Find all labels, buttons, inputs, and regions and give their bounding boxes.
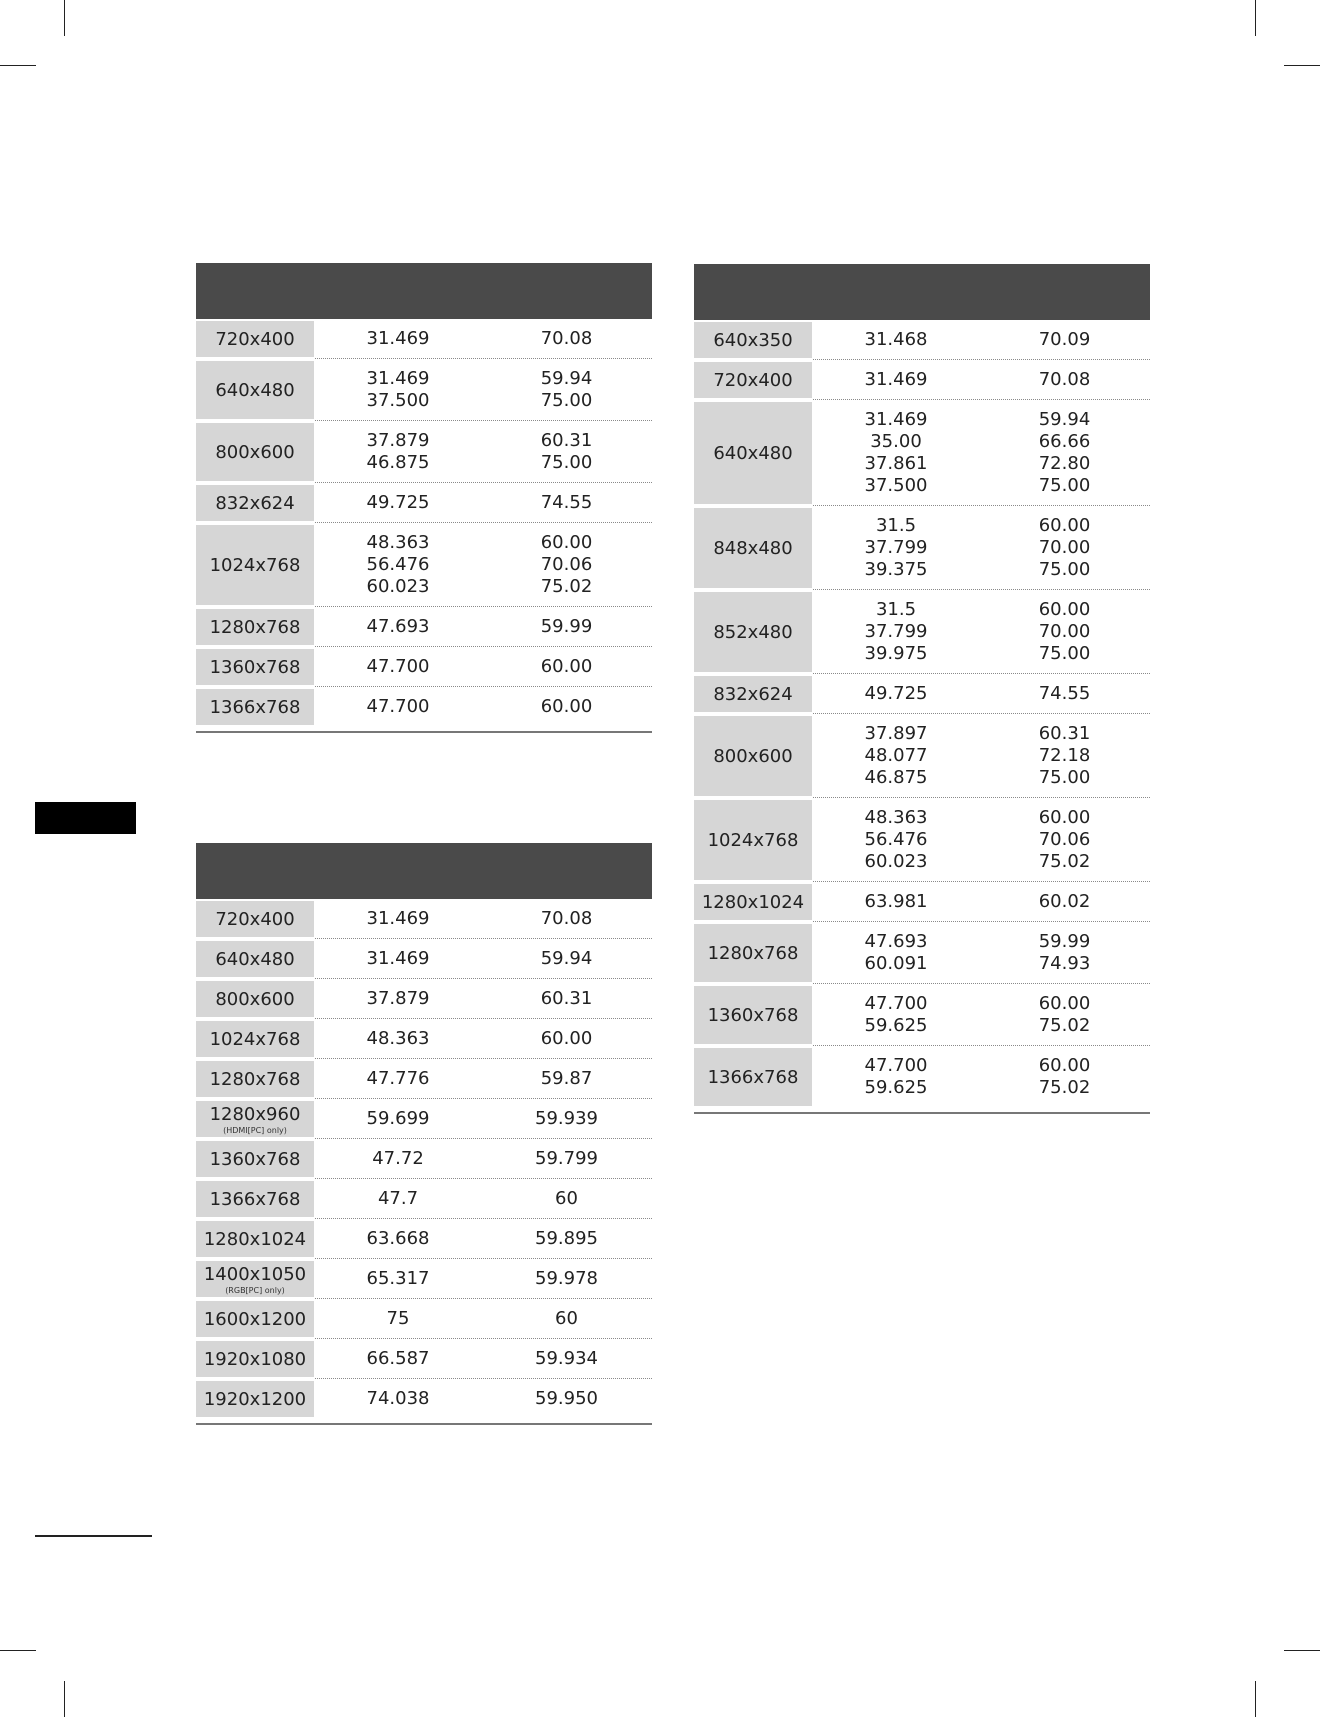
resolution-cell: [196, 901, 314, 937]
table-row: [694, 360, 1150, 400]
horizontal-frequency-cell: [813, 798, 979, 882]
table-row: [196, 1339, 652, 1379]
horizontal-frequency-value: 49.725: [864, 683, 928, 704]
vertical-frequency-value: 72.18: [1038, 745, 1091, 766]
horizontal-frequency-value: 37.897: [864, 723, 928, 744]
horizontal-frequency-value: 47.776: [366, 1068, 430, 1089]
vertical-frequency-value: 60.00: [1038, 515, 1091, 536]
horizontal-frequency-cell: [315, 421, 481, 483]
table-body: [196, 899, 652, 1419]
horizontal-frequency-value: 56.476: [864, 829, 928, 850]
resolution-label: 848x480: [713, 537, 793, 559]
resolution-cell: [196, 485, 314, 521]
horizontal-frequency-cell: [315, 1219, 481, 1259]
resolution-cell: [196, 1381, 314, 1417]
vertical-frequency-value: 59.934: [535, 1348, 598, 1369]
vertical-frequency-value: 75.00: [1038, 643, 1091, 664]
horizontal-frequency-cell: [315, 1299, 481, 1339]
resolution-label: 800x600: [215, 441, 295, 463]
vertical-frequency-value: 74.55: [1038, 683, 1091, 704]
horizontal-frequency-value: 48.077: [864, 745, 928, 766]
resolution-cell: [196, 361, 314, 419]
table-row: [196, 979, 652, 1019]
resolution-label: 1600x1200: [203, 1308, 307, 1330]
horizontal-frequency-value: 31.469: [366, 948, 430, 969]
horizontal-frequency-cell: [315, 647, 481, 687]
vertical-frequency-value: 75.02: [1038, 1015, 1091, 1036]
horizontal-frequency-cell: [813, 922, 979, 984]
table-row: [196, 359, 652, 421]
crop-mark: [1284, 1650, 1320, 1651]
table-body: [196, 319, 652, 727]
resolution-label: 1920x1080: [203, 1348, 307, 1370]
vertical-frequency-cell: [481, 607, 652, 647]
vertical-frequency-cell: [979, 506, 1150, 590]
table-row: [196, 939, 652, 979]
vertical-frequency-cell: [979, 714, 1150, 798]
table-row: [694, 882, 1150, 922]
horizontal-frequency-value: 59.699: [366, 1108, 430, 1129]
table-header: [196, 263, 652, 319]
vertical-frequency-cell: [481, 1179, 652, 1219]
table-row: [196, 647, 652, 687]
vertical-frequency-value: 60.00: [1038, 993, 1091, 1014]
table-row: [694, 984, 1150, 1046]
horizontal-frequency-value: 46.875: [366, 452, 430, 473]
table-row: [196, 899, 652, 939]
horizontal-frequency-value: 37.879: [366, 988, 430, 1009]
resolution-cell: [694, 362, 812, 398]
resolution-note: (RGB[PC] only): [225, 1285, 285, 1295]
table-header: [694, 264, 1150, 320]
resolution-cell: [196, 609, 314, 645]
vertical-frequency-value: 60: [555, 1308, 578, 1329]
horizontal-frequency-value: 47.700: [366, 656, 430, 677]
horizontal-frequency-cell: [813, 320, 979, 360]
horizontal-frequency-cell: [315, 1059, 481, 1099]
resolution-label: 1920x1200: [203, 1388, 307, 1410]
horizontal-frequency-value: 74.038: [366, 1388, 430, 1409]
table-row: [694, 798, 1150, 882]
horizontal-frequency-value: 31.469: [366, 908, 430, 929]
table-row: [694, 506, 1150, 590]
resolution-cell: [694, 884, 812, 920]
table-row: [196, 607, 652, 647]
horizontal-frequency-value: 47.693: [366, 616, 430, 637]
table-row: [196, 523, 652, 607]
resolution-label: 1360x768: [209, 656, 301, 678]
resolution-cell: [694, 800, 812, 880]
vertical-frequency-value: 70.08: [540, 328, 593, 349]
resolution-cell: [196, 1141, 314, 1177]
table-body: [694, 320, 1150, 1108]
vertical-frequency-cell: [481, 1219, 652, 1259]
vertical-frequency-cell: [481, 421, 652, 483]
vertical-frequency-cell: [481, 319, 652, 359]
resolution-label: 1024x768: [707, 829, 799, 851]
resolution-cell: [196, 525, 314, 605]
horizontal-frequency-value: 31.469: [366, 368, 430, 389]
vertical-frequency-value: 66.66: [1038, 431, 1091, 452]
vertical-frequency-value: 60.00: [540, 656, 593, 677]
vertical-frequency-cell: [481, 899, 652, 939]
table-row: [196, 1179, 652, 1219]
table-row: [196, 483, 652, 523]
vertical-frequency-value: 70.00: [1038, 537, 1091, 558]
resolution-label: 1280x1024: [203, 1228, 307, 1250]
resolution-label: 720x400: [215, 908, 295, 930]
vertical-frequency-value: 60.00: [1038, 599, 1091, 620]
resolution-label: 1366x768: [209, 696, 301, 718]
resolution-label: 1280x768: [707, 942, 799, 964]
horizontal-frequency-cell: [813, 360, 979, 400]
horizontal-frequency-value: 39.375: [864, 559, 928, 580]
crop-mark: [64, 1681, 65, 1717]
table-bottom-rule: [196, 1423, 652, 1425]
vertical-frequency-value: 60.00: [540, 532, 593, 553]
table-row: [196, 319, 652, 359]
resolution-label: 1366x768: [209, 1188, 301, 1210]
resolution-cell: [196, 1221, 314, 1257]
horizontal-frequency-cell: [315, 483, 481, 523]
horizontal-frequency-value: 37.861: [864, 453, 928, 474]
crop-mark: [1284, 65, 1320, 66]
vertical-frequency-cell: [979, 360, 1150, 400]
vertical-frequency-value: 60.00: [540, 1028, 593, 1049]
resolution-table-bottom-left: [196, 843, 652, 1425]
horizontal-frequency-value: 60.023: [864, 851, 928, 872]
vertical-frequency-value: 60.02: [1038, 891, 1091, 912]
horizontal-frequency-cell: [315, 1179, 481, 1219]
horizontal-frequency-value: 59.625: [864, 1077, 928, 1098]
vertical-frequency-value: 70.00: [1038, 621, 1091, 642]
horizontal-frequency-value: 65.317: [366, 1268, 430, 1289]
horizontal-frequency-cell: [813, 984, 979, 1046]
horizontal-frequency-value: 48.363: [366, 1028, 430, 1049]
vertical-frequency-value: 59.99: [540, 616, 593, 637]
crop-mark: [0, 1650, 36, 1651]
vertical-frequency-value: 74.55: [540, 492, 593, 513]
vertical-frequency-value: 75.00: [1038, 559, 1091, 580]
vertical-frequency-value: 60: [555, 1188, 578, 1209]
vertical-frequency-cell: [979, 674, 1150, 714]
resolution-label: 1024x768: [209, 1028, 301, 1050]
vertical-frequency-value: 59.94: [540, 368, 593, 389]
horizontal-frequency-cell: [315, 939, 481, 979]
footer-rule: [35, 1535, 152, 1537]
resolution-cell: [196, 1341, 314, 1377]
vertical-frequency-value: 59.99: [1038, 931, 1091, 952]
resolution-cell: [196, 1061, 314, 1097]
resolution-label: 640x480: [713, 442, 793, 464]
vertical-frequency-cell: [481, 1059, 652, 1099]
resolution-label: 1280x960: [209, 1103, 301, 1125]
vertical-frequency-cell: [481, 647, 652, 687]
table-row: [196, 687, 652, 727]
horizontal-frequency-cell: [315, 523, 481, 607]
vertical-frequency-value: 75.00: [540, 390, 593, 411]
horizontal-frequency-value: 31.469: [864, 409, 928, 430]
horizontal-frequency-value: 31.469: [864, 369, 928, 390]
horizontal-frequency-cell: [813, 882, 979, 922]
vertical-frequency-value: 70.06: [540, 554, 593, 575]
resolution-cell: [694, 986, 812, 1044]
horizontal-frequency-cell: [315, 1019, 481, 1059]
vertical-frequency-cell: [481, 939, 652, 979]
vertical-frequency-value: 60.00: [540, 696, 593, 717]
vertical-frequency-cell: [481, 1019, 652, 1059]
vertical-frequency-cell: [979, 798, 1150, 882]
table-row: [196, 1379, 652, 1419]
crop-mark: [1255, 0, 1256, 36]
horizontal-frequency-value: 48.363: [864, 807, 928, 828]
horizontal-frequency-value: 47.700: [864, 1055, 928, 1076]
horizontal-frequency-cell: [813, 506, 979, 590]
vertical-frequency-value: 70.08: [540, 908, 593, 929]
horizontal-frequency-cell: [813, 674, 979, 714]
horizontal-frequency-value: 47.7: [377, 1188, 419, 1209]
horizontal-frequency-cell: [315, 319, 481, 359]
vertical-frequency-value: 75.02: [1038, 851, 1091, 872]
vertical-frequency-value: 72.80: [1038, 453, 1091, 474]
table-bottom-rule: [196, 731, 652, 733]
horizontal-frequency-value: 37.500: [864, 475, 928, 496]
vertical-frequency-cell: [481, 979, 652, 1019]
horizontal-frequency-cell: [813, 1046, 979, 1108]
horizontal-frequency-value: 56.476: [366, 554, 430, 575]
resolution-cell: [196, 1261, 314, 1297]
vertical-frequency-cell: [481, 359, 652, 421]
resolution-cell: [196, 1021, 314, 1057]
vertical-frequency-cell: [481, 483, 652, 523]
vertical-frequency-cell: [979, 922, 1150, 984]
resolution-cell: [196, 1301, 314, 1337]
resolution-cell: [196, 1181, 314, 1217]
resolution-cell: [694, 508, 812, 588]
vertical-frequency-value: 75.00: [1038, 475, 1091, 496]
crop-mark: [1255, 1681, 1256, 1717]
table-header: [196, 843, 652, 899]
vertical-frequency-value: 59.950: [535, 1388, 598, 1409]
vertical-frequency-cell: [979, 590, 1150, 674]
vertical-frequency-value: 70.08: [1038, 369, 1091, 390]
resolution-cell: [196, 649, 314, 685]
vertical-frequency-cell: [481, 523, 652, 607]
resolution-label: 640x480: [215, 379, 295, 401]
table-row: [694, 922, 1150, 984]
horizontal-frequency-value: 47.700: [864, 993, 928, 1014]
vertical-frequency-value: 75.02: [540, 576, 593, 597]
table-row: [694, 674, 1150, 714]
resolution-note: (HDMI[PC] only): [223, 1125, 287, 1135]
horizontal-frequency-value: 60.091: [864, 953, 928, 974]
vertical-frequency-cell: [481, 1339, 652, 1379]
resolution-cell: [694, 716, 812, 796]
table-row: [196, 1059, 652, 1099]
vertical-frequency-cell: [979, 1046, 1150, 1108]
table-row: [694, 1046, 1150, 1108]
horizontal-frequency-value: 37.799: [864, 621, 928, 642]
resolution-cell: [196, 1101, 314, 1137]
resolution-label: 1360x768: [209, 1148, 301, 1170]
vertical-frequency-value: 59.87: [540, 1068, 593, 1089]
resolution-label: 640x350: [713, 329, 793, 351]
table-row: [196, 1259, 652, 1299]
resolution-label: 720x400: [215, 328, 295, 350]
horizontal-frequency-cell: [315, 1339, 481, 1379]
vertical-frequency-cell: [979, 882, 1150, 922]
horizontal-frequency-value: 35.00: [870, 431, 922, 452]
vertical-frequency-value: 75.00: [540, 452, 593, 473]
horizontal-frequency-value: 75: [386, 1308, 410, 1329]
vertical-frequency-value: 59.799: [535, 1148, 598, 1169]
resolution-label: 1400x1050: [203, 1263, 307, 1285]
vertical-frequency-value: 60.00: [1038, 1055, 1091, 1076]
resolution-cell: [694, 1048, 812, 1106]
vertical-frequency-cell: [979, 984, 1150, 1046]
horizontal-frequency-value: 37.799: [864, 537, 928, 558]
horizontal-frequency-value: 37.500: [366, 390, 430, 411]
resolution-label: 1280x1024: [701, 891, 805, 913]
table-row: [694, 320, 1150, 360]
crop-mark: [64, 0, 65, 36]
horizontal-frequency-value: 31.469: [366, 328, 430, 349]
resolution-table-right: [694, 264, 1150, 1114]
horizontal-frequency-value: 48.363: [366, 532, 430, 553]
vertical-frequency-cell: [481, 1379, 652, 1419]
horizontal-frequency-value: 63.668: [366, 1228, 430, 1249]
vertical-frequency-cell: [481, 1139, 652, 1179]
table-row: [196, 1219, 652, 1259]
horizontal-frequency-value: 31.5: [875, 599, 917, 620]
vertical-frequency-value: 60.31: [540, 430, 593, 451]
vertical-frequency-cell: [481, 1299, 652, 1339]
horizontal-frequency-cell: [813, 714, 979, 798]
vertical-frequency-value: 59.978: [535, 1268, 598, 1289]
vertical-frequency-value: 59.895: [535, 1228, 598, 1249]
horizontal-frequency-cell: [315, 687, 481, 727]
table-row: [694, 590, 1150, 674]
vertical-frequency-value: 74.93: [1038, 953, 1091, 974]
table-row: [196, 1299, 652, 1339]
table-bottom-rule: [694, 1112, 1150, 1114]
vertical-frequency-value: 70.09: [1038, 329, 1091, 350]
table-row: [196, 1139, 652, 1179]
horizontal-frequency-value: 60.023: [366, 576, 430, 597]
resolution-label: 1024x768: [209, 554, 301, 576]
vertical-frequency-value: 70.06: [1038, 829, 1091, 850]
vertical-frequency-cell: [979, 400, 1150, 506]
table-row: [196, 1099, 652, 1139]
horizontal-frequency-cell: [315, 1259, 481, 1299]
resolution-label: 1280x768: [209, 616, 301, 638]
resolution-label: 1360x768: [707, 1004, 799, 1026]
crop-mark: [0, 65, 36, 66]
horizontal-frequency-cell: [315, 1099, 481, 1139]
vertical-frequency-cell: [481, 1099, 652, 1139]
horizontal-frequency-value: 47.72: [372, 1148, 424, 1169]
resolution-label: 1280x768: [209, 1068, 301, 1090]
resolution-cell: [694, 592, 812, 672]
horizontal-frequency-value: 47.700: [366, 696, 430, 717]
vertical-frequency-value: 60.00: [1038, 807, 1091, 828]
resolution-label: 852x480: [713, 621, 793, 643]
resolution-cell: [196, 321, 314, 357]
resolution-label: 720x400: [713, 369, 793, 391]
vertical-frequency-value: 60.31: [1038, 723, 1091, 744]
resolution-table-top-left: [196, 263, 652, 733]
horizontal-frequency-value: 63.981: [864, 891, 928, 912]
resolution-label: 1366x768: [707, 1066, 799, 1088]
resolution-cell: [196, 981, 314, 1017]
vertical-frequency-value: 59.94: [1038, 409, 1091, 430]
horizontal-frequency-value: 37.879: [366, 430, 430, 451]
horizontal-frequency-cell: [813, 590, 979, 674]
horizontal-frequency-value: 66.587: [366, 1348, 430, 1369]
horizontal-frequency-cell: [315, 1379, 481, 1419]
resolution-label: 800x600: [713, 745, 793, 767]
vertical-frequency-cell: [481, 687, 652, 727]
resolution-cell: [196, 423, 314, 481]
horizontal-frequency-value: 46.875: [864, 767, 928, 788]
vertical-frequency-value: 75.00: [1038, 767, 1091, 788]
table-row: [694, 400, 1150, 506]
vertical-frequency-value: 59.94: [540, 948, 593, 969]
horizontal-frequency-value: 47.693: [864, 931, 928, 952]
resolution-label: 800x600: [215, 988, 295, 1010]
horizontal-frequency-value: 49.725: [366, 492, 430, 513]
horizontal-frequency-value: 31.5: [875, 515, 917, 536]
horizontal-frequency-cell: [315, 1139, 481, 1179]
horizontal-frequency-cell: [315, 899, 481, 939]
table-row: [196, 1019, 652, 1059]
vertical-frequency-value: 60.31: [540, 988, 593, 1009]
resolution-cell: [196, 689, 314, 725]
horizontal-frequency-value: 59.625: [864, 1015, 928, 1036]
resolution-cell: [196, 941, 314, 977]
resolution-cell: [694, 676, 812, 712]
section-tab-marker: [35, 802, 136, 834]
table-row: [694, 714, 1150, 798]
vertical-frequency-cell: [979, 320, 1150, 360]
resolution-label: 832x624: [215, 492, 295, 514]
horizontal-frequency-value: 31.468: [864, 329, 928, 350]
vertical-frequency-value: 59.939: [535, 1108, 598, 1129]
vertical-frequency-cell: [481, 1259, 652, 1299]
vertical-frequency-value: 75.02: [1038, 1077, 1091, 1098]
table-row: [196, 421, 652, 483]
horizontal-frequency-cell: [315, 607, 481, 647]
horizontal-frequency-cell: [315, 359, 481, 421]
resolution-cell: [694, 924, 812, 982]
resolution-label: 832x624: [713, 683, 793, 705]
horizontal-frequency-value: 39.975: [864, 643, 928, 664]
horizontal-frequency-cell: [813, 400, 979, 506]
resolution-cell: [694, 402, 812, 504]
resolution-cell: [694, 322, 812, 358]
resolution-label: 640x480: [215, 948, 295, 970]
horizontal-frequency-cell: [315, 979, 481, 1019]
